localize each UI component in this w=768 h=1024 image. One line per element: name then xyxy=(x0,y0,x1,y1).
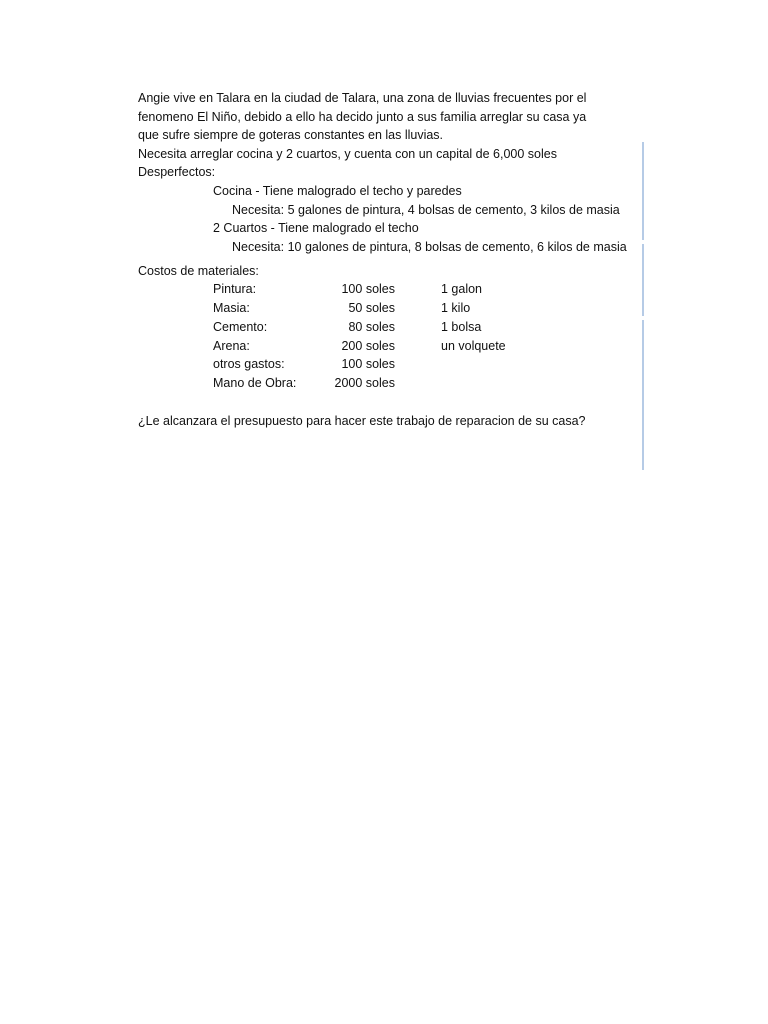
cost-price: 100 soles xyxy=(341,282,395,296)
cost-row-arena xyxy=(0,337,768,356)
cost-price: 200 soles xyxy=(341,339,395,353)
desperfectos-heading: Desperfectos: xyxy=(138,165,216,179)
intro-line-2: fenomeno El Niño, debido a ello ha decido junto a sus familia arreglar su casa ya xyxy=(138,110,587,124)
intro-line-3: que sufre siempre de goteras constantes en las lluvias. xyxy=(138,128,444,142)
cost-name: Arena: xyxy=(213,339,250,353)
page-edge-divider-upper xyxy=(642,142,644,240)
costos-heading: Costos de materiales: xyxy=(138,264,259,278)
desperfecto-cuartos: 2 Cuartos - Tiene malogrado el techo xyxy=(213,221,419,235)
cost-name: Pintura: xyxy=(213,282,257,296)
cost-name: Masia: xyxy=(213,301,250,315)
desperfecto-cocina: Cocina - Tiene malogrado el techo y paredes xyxy=(213,184,462,198)
intro-line-4: Necesita arreglar cocina y 2 cuartos, y cuenta con un capital de 6,000 soles xyxy=(138,147,557,161)
page-edge-divider-middle xyxy=(642,244,644,316)
cost-name: Mano de Obra: xyxy=(213,376,297,390)
desperfecto-cuartos-needs: Necesita: 10 galones de pintura, 8 bolsas de cemento, 6 kilos de masia xyxy=(232,240,627,254)
cost-price: 50 soles xyxy=(348,301,395,315)
cost-name: otros gastos: xyxy=(213,357,285,371)
cost-unit: 1 bolsa xyxy=(441,320,482,334)
question-text: ¿Le alcanzara el presupuesto para hacer este trabajo de reparacion de su casa? xyxy=(138,414,586,428)
cost-unit: un volquete xyxy=(441,339,506,353)
cost-row-masia xyxy=(0,299,768,318)
cost-row-cemento xyxy=(0,318,768,337)
cost-price: 100 soles xyxy=(341,357,395,371)
cost-row-mano-de-obra xyxy=(0,374,768,393)
page-edge-divider-lower xyxy=(642,320,644,470)
desperfecto-cocina-needs: Necesita: 5 galones de pintura, 4 bolsas de cemento, 3 kilos de masia xyxy=(232,203,620,217)
cost-unit: 1 kilo xyxy=(441,301,471,315)
cost-price: 2000 soles xyxy=(334,376,395,390)
cost-row-otros-gastos xyxy=(0,355,768,374)
cost-unit: 1 galon xyxy=(441,282,483,296)
cost-row-pintura xyxy=(0,280,768,299)
cost-name: Cemento: xyxy=(213,320,268,334)
cost-price: 80 soles xyxy=(348,320,395,334)
intro-line-1: Angie vive en Talara en la ciudad de Talara, una zona de lluvias frecuentes por el xyxy=(138,91,587,105)
